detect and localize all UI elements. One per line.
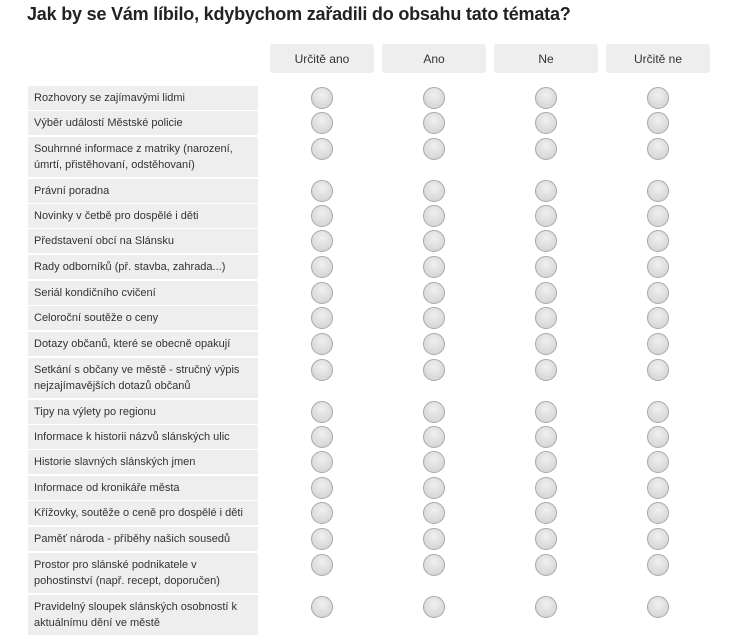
radio-urcite-ne[interactable] bbox=[647, 528, 669, 550]
radio-urcite-ne[interactable] bbox=[647, 451, 669, 473]
column-header-urcite-ne: Určitě ne bbox=[606, 44, 710, 73]
radio-urcite-ano[interactable] bbox=[311, 554, 333, 576]
radio-urcite-ne[interactable] bbox=[647, 87, 669, 109]
radio-ne[interactable] bbox=[535, 554, 557, 576]
radio-ne[interactable] bbox=[535, 307, 557, 329]
radio-urcite-ne[interactable] bbox=[647, 477, 669, 499]
radio-ano[interactable] bbox=[423, 307, 445, 329]
radio-urcite-ne[interactable] bbox=[647, 596, 669, 618]
row-label: Rozhovory se zajímavými lidmi bbox=[28, 86, 258, 110]
radio-urcite-ano[interactable] bbox=[311, 451, 333, 473]
radio-urcite-ano[interactable] bbox=[311, 256, 333, 278]
row-label: Pravidelný sloupek slánských osobností k aktuálnímu dění ve městě bbox=[28, 595, 258, 635]
radio-urcite-ano[interactable] bbox=[311, 112, 333, 134]
radio-urcite-ne[interactable] bbox=[647, 138, 669, 160]
radio-urcite-ano[interactable] bbox=[311, 138, 333, 160]
radio-ano[interactable] bbox=[423, 502, 445, 524]
row-label: Dotazy občanů, které se obecně opakují bbox=[28, 332, 258, 356]
radio-urcite-ano[interactable] bbox=[311, 87, 333, 109]
radio-urcite-ano[interactable] bbox=[311, 282, 333, 304]
radio-urcite-ano[interactable] bbox=[311, 596, 333, 618]
radio-ne[interactable] bbox=[535, 138, 557, 160]
radio-ne[interactable] bbox=[535, 230, 557, 252]
row-label: Historie slavných slánských jmen bbox=[28, 450, 258, 474]
row-label: Prostor pro slánské podnikatele v pohostinství (např. recept, doporučen) bbox=[28, 553, 258, 593]
radio-ano[interactable] bbox=[423, 426, 445, 448]
row-label: Seriál kondičního cvičení bbox=[28, 281, 258, 305]
radio-ne[interactable] bbox=[535, 87, 557, 109]
radio-urcite-ano[interactable] bbox=[311, 333, 333, 355]
column-header-urcite-ano: Určitě ano bbox=[270, 44, 374, 73]
radio-ano[interactable] bbox=[423, 205, 445, 227]
radio-urcite-ano[interactable] bbox=[311, 477, 333, 499]
radio-urcite-ano[interactable] bbox=[311, 359, 333, 381]
radio-ano[interactable] bbox=[423, 180, 445, 202]
radio-urcite-ano[interactable] bbox=[311, 426, 333, 448]
radio-ne[interactable] bbox=[535, 333, 557, 355]
radio-ne[interactable] bbox=[535, 502, 557, 524]
radio-urcite-ne[interactable] bbox=[647, 333, 669, 355]
radio-urcite-ne[interactable] bbox=[647, 230, 669, 252]
row-label: Právní poradna bbox=[28, 179, 258, 203]
radio-ano[interactable] bbox=[423, 112, 445, 134]
radio-ne[interactable] bbox=[535, 359, 557, 381]
radio-urcite-ne[interactable] bbox=[647, 307, 669, 329]
radio-ne[interactable] bbox=[535, 205, 557, 227]
radio-urcite-ne[interactable] bbox=[647, 554, 669, 576]
radio-ano[interactable] bbox=[423, 138, 445, 160]
radio-urcite-ne[interactable] bbox=[647, 426, 669, 448]
radio-ne[interactable] bbox=[535, 180, 557, 202]
row-label: Novinky v četbě pro dospělé i děti bbox=[28, 204, 258, 228]
radio-ano[interactable] bbox=[423, 333, 445, 355]
row-label: Souhrnné informace z matriky (narození, úmrtí, přistěhovaní, odstěhovaní) bbox=[28, 137, 258, 177]
radio-ne[interactable] bbox=[535, 256, 557, 278]
row-label: Rady odborníků (př. stavba, zahrada...) bbox=[28, 255, 258, 279]
radio-ano[interactable] bbox=[423, 282, 445, 304]
radio-urcite-ne[interactable] bbox=[647, 256, 669, 278]
row-label: Tipy na výlety po regionu bbox=[28, 400, 258, 424]
radio-urcite-ne[interactable] bbox=[647, 205, 669, 227]
radio-ano[interactable] bbox=[423, 359, 445, 381]
row-label: Výběr událostí Městské policie bbox=[28, 111, 258, 135]
radio-ne[interactable] bbox=[535, 528, 557, 550]
row-label: Představení obcí na Slánsku bbox=[28, 229, 258, 253]
row-label: Celoroční soutěže o ceny bbox=[28, 306, 258, 330]
radio-urcite-ne[interactable] bbox=[647, 112, 669, 134]
radio-ano[interactable] bbox=[423, 451, 445, 473]
radio-ano[interactable] bbox=[423, 554, 445, 576]
row-label: Křížovky, soutěže o ceně pro dospělé i děti bbox=[28, 501, 258, 525]
radio-ne[interactable] bbox=[535, 401, 557, 423]
radio-urcite-ne[interactable] bbox=[647, 180, 669, 202]
radio-ne[interactable] bbox=[535, 451, 557, 473]
radio-urcite-ne[interactable] bbox=[647, 282, 669, 304]
radio-ano[interactable] bbox=[423, 528, 445, 550]
column-header-ano: Ano bbox=[382, 44, 486, 73]
radio-ne[interactable] bbox=[535, 112, 557, 134]
radio-ano[interactable] bbox=[423, 230, 445, 252]
radio-ano[interactable] bbox=[423, 87, 445, 109]
radio-urcite-ano[interactable] bbox=[311, 502, 333, 524]
radio-urcite-ano[interactable] bbox=[311, 230, 333, 252]
radio-ano[interactable] bbox=[423, 477, 445, 499]
radio-urcite-ano[interactable] bbox=[311, 307, 333, 329]
column-header-ne: Ne bbox=[494, 44, 598, 73]
radio-ne[interactable] bbox=[535, 282, 557, 304]
radio-urcite-ano[interactable] bbox=[311, 180, 333, 202]
radio-urcite-ne[interactable] bbox=[647, 401, 669, 423]
radio-ano[interactable] bbox=[423, 596, 445, 618]
survey-question-title: Jak by se Vám líbilo, kdybychom zařadili do obsahu tato témata? bbox=[27, 4, 571, 24]
row-label: Setkání s občany ve městě - stručný výpis nejzajímavějších dotazů občanů bbox=[28, 358, 258, 398]
radio-ano[interactable] bbox=[423, 401, 445, 423]
radio-ne[interactable] bbox=[535, 596, 557, 618]
radio-urcite-ne[interactable] bbox=[647, 502, 669, 524]
radio-urcite-ano[interactable] bbox=[311, 205, 333, 227]
radio-urcite-ano[interactable] bbox=[311, 528, 333, 550]
radio-urcite-ne[interactable] bbox=[647, 359, 669, 381]
radio-ne[interactable] bbox=[535, 426, 557, 448]
row-label: Informace k historii názvů slánských ulic bbox=[28, 425, 258, 449]
radio-ne[interactable] bbox=[535, 477, 557, 499]
row-label: Informace od kronikáře města bbox=[28, 476, 258, 500]
radio-ano[interactable] bbox=[423, 256, 445, 278]
radio-urcite-ano[interactable] bbox=[311, 401, 333, 423]
row-label: Paměť národa - příběhy našich sousedů bbox=[28, 527, 258, 551]
